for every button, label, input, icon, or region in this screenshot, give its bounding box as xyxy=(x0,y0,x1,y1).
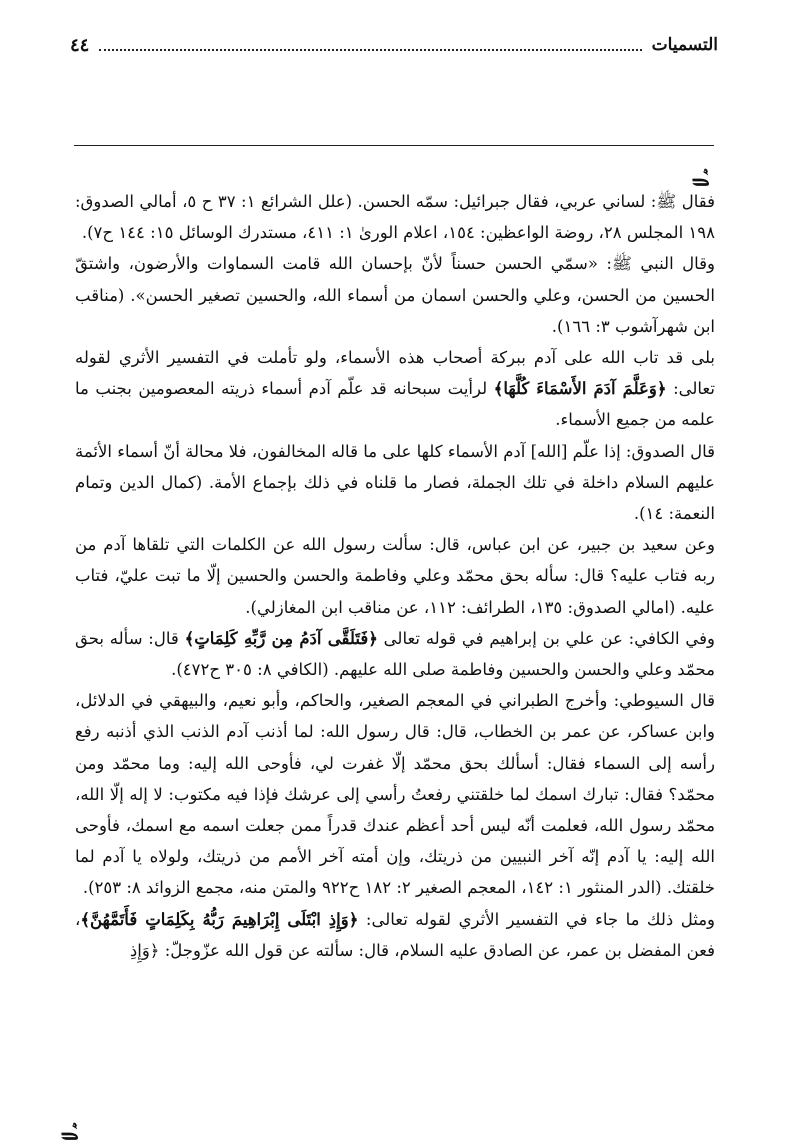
footnote-body xyxy=(75,186,715,966)
footnote-continuation-icon: ﮱ xyxy=(693,158,710,187)
footnote-paragraph: قال الصدوق: إذا علّم [الله] آدم الأسماء كلها على ما قاله المخالفون، فلا محالة أنّ أسماء الأئمة عليهم السلام داخلة في تلك الجملة، فصار ما قلناه في ذلك بإجماع الأمة. (كمال الدين وتمام النعمة: ١٤). xyxy=(75,441,715,524)
quran-verse: ﴿فَتَلَقَّى آدَمُ مِن رَّبِّهِ كَلِمَاتٍ﴾ xyxy=(184,628,378,648)
quran-verse: ﴿وَإِذِ ابْتَلَى إِبْرَاهِيمَ رَبُّهُ بِكَلِمَاتٍ فَأَتَمَّهُنَّ﴾ xyxy=(80,909,359,929)
header-dot-leader xyxy=(99,39,641,51)
chapter-title: التسميات xyxy=(651,35,718,55)
footnote-paragraph: فقال ﷺ: لساني عربي، فقال جبرائيل: سمّه الحسن. (علل الشرائع ١: ٣٧ ح ٥، أمالي الصدوق: ١٩٨ المجلس ٢٨، روضة الواعظين: ١٥٤، اعلام الورىٰ ١: ٤١١، مستدرك الوسائل ١٥: ١٤٤ ح٧). xyxy=(75,192,715,243)
footnote-paragraph: بلى قد تاب الله على آدم ببركة أصحاب هذه الأسماء، ولو تأملت في التفسير الأثري لقوله تعالى: ﴿وَعَلَّمَ آدَمَ الأَسْمَاءَ كُلَّهَا﴾ لرأيت سبحانه قد علّم آدم أسماء ذريته المعصومين بجنب ما علمه من جميع الأسماء. xyxy=(75,348,715,430)
page-number: ٤٤ xyxy=(70,34,90,56)
footnote-paragraph: وفي الكافي: عن علي بن إبراهيم في قوله تعالى ﴿فَتَلَقَّى آدَمُ مِن رَّبِّهِ كَلِمَاتٍ﴾ قال: سأله بحق محمّد وعلي والحسن والحسين وفاطمة صلى الله عليهم. (الكافي ٨: ٣٠٥ ح٤٧٢). xyxy=(75,628,715,680)
footnote-paragraph: قال السيوطي: وأخرج الطبراني في المعجم الصغير، والحاكم، وأبو نعيم، والبيهقي في الدلائل، وابن عساكر، عن عمر بن الخطاب، قال: قال رسول الله: لما أذنب آدم الذنب الذي أذنبه رفع رأسه إلى السماء فقال: أسألك بحق محمّد إلّا غفرت لي، فأوحى الله إليه: وما محمّد ومن محمّد؟ فقال: تبارك اسمك لما خلقتني رفعتُ رأسي إلى عرشك فإذا فيه مكتوب: لا إله إلّا الله، محمّد رسول الله، فعلمت أنّه ليس أحد أعظم عندك قدراً ممن جعلت اسمه مع اسمك، فأوحى الله إليه: يا آدم إنّه آخر النبيين من ذريتك، وإن أمته آخر الأمم من ذريتك، ولولاه يا آدم لما خلقتك. (الدر المنثور ١: ١٤٢، المعجم الصغير ٢: ١٨٢ ح٩٢٢ والمتن منه، مجمع الزوائد ٨: ٢٥٣). xyxy=(75,691,715,898)
footnote-paragraph: وعن سعيد بن جبير، عن ابن عباس، قال: سألت رسول الله عن الكلمات التي تلقاها آدم من ربه فتاب عليه؟ قال: سأله بحق محمّد وعلي وفاطمة والحسن والحسين إلّا ما تبت عليّ، فتاب عليه. (امالي الصدوق: ١٣٥، الطرائف: ١١٢، عن مناقب ابن المغازلي). xyxy=(75,535,715,617)
header-divider xyxy=(74,145,714,146)
continued-arrow-icon: ﮱ xyxy=(62,1112,79,1141)
footnote-paragraph: وقال النبي ﷺ: «سمّي الحسن حسناً لأنّ بإحسان الله قامت السماوات والأرضون، واشتقّ الحسين من الحسن، وعلي والحسن اسمان من أسماء الله، والحسين تصغير الحسن». (مناقب ابن شهرآشوب ٣: ١٦٦). xyxy=(75,254,715,336)
quran-verse: ﴿وَعَلَّمَ آدَمَ الأَسْمَاءَ كُلَّهَا﴾ xyxy=(493,379,667,399)
page-header xyxy=(70,30,718,60)
footnote-paragraph: ومثل ذلك ما جاء في التفسير الأثري لقوله تعالى: ﴿وَإِذِ ابْتَلَى إِبْرَاهِيمَ رَبُّهُ بِكَلِمَاتٍ فَأَتَمَّهُنَّ﴾، فعن المفضل بن عمر، عن الصادق عليه السلام، قال: سألته عن قول الله عزّوجلّ: ﴿وَإِذِ xyxy=(75,909,715,960)
